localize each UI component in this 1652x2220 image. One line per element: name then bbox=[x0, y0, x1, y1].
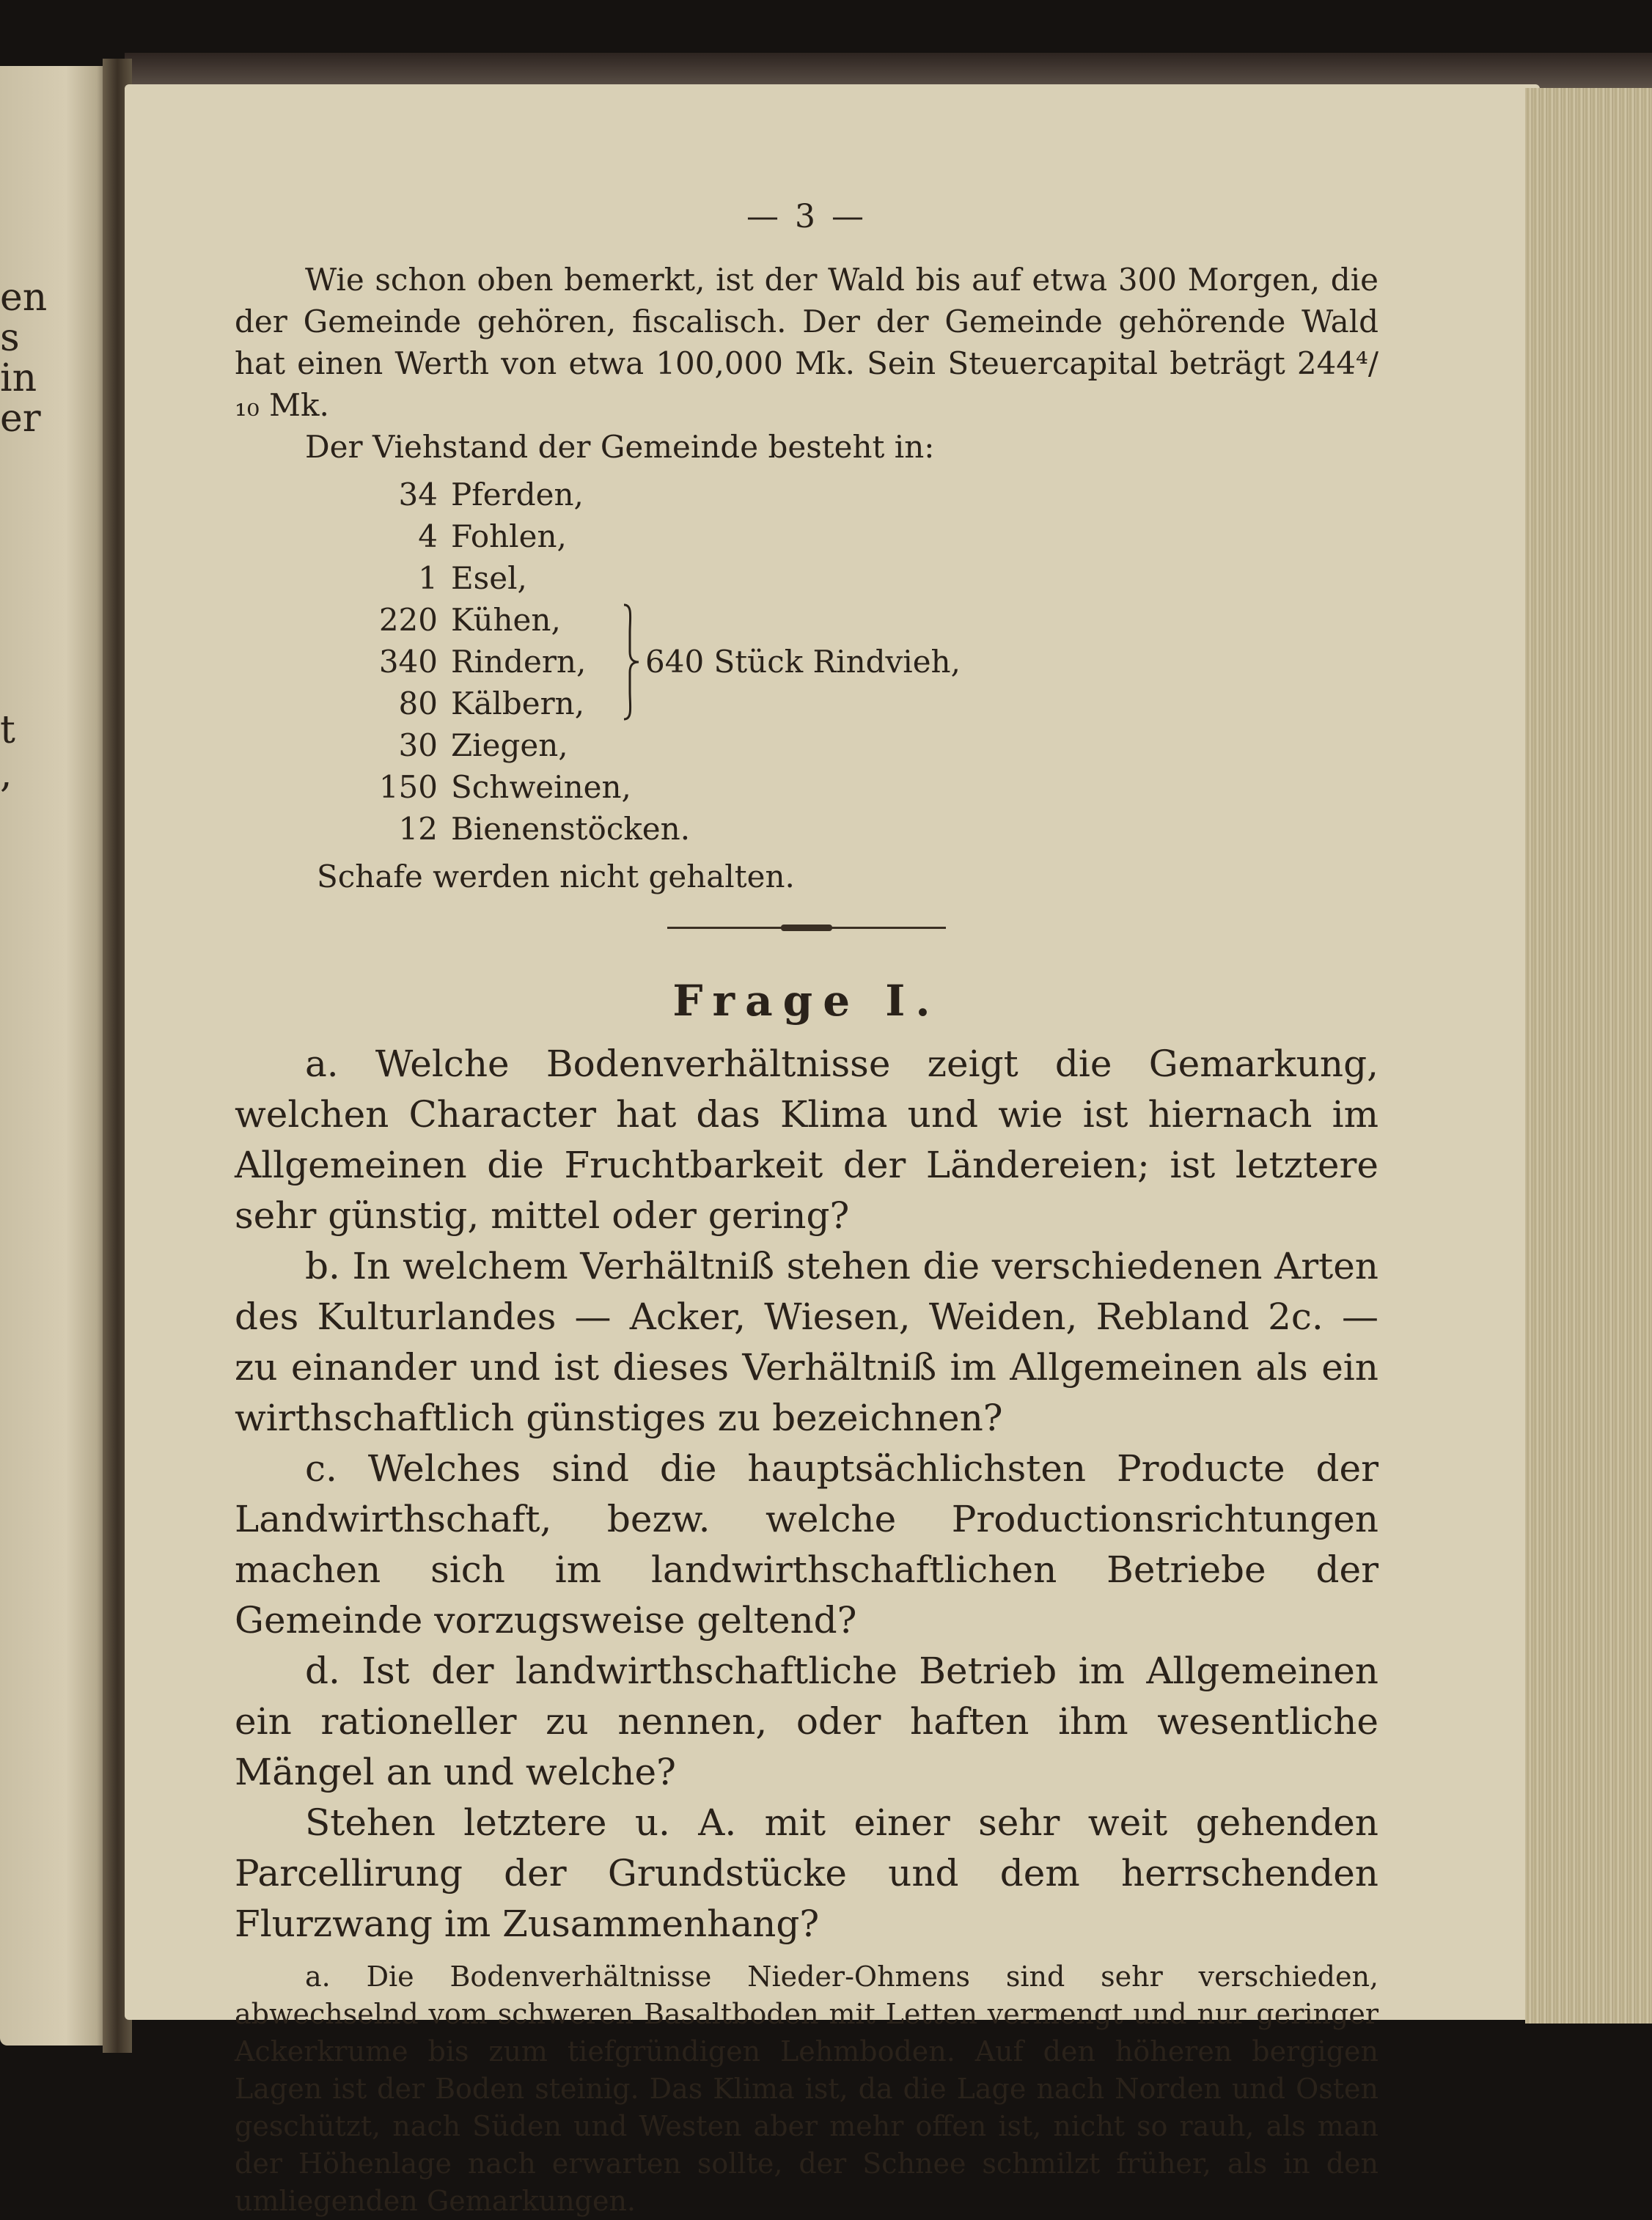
intro-paragraph: Wie schon oben bemerkt, ist der Wald bis auf etwa 300 Morgen, die der Gemeinde gehören, fiscalisch. Der der Gemeinde gehörende Wald hat einen Werth von etwa 100,000 Mk. Sein Steuercapital beträgt 244⁴/₁₀ Mk. bbox=[235, 262, 1378, 423]
livestock-count: 80 bbox=[398, 686, 438, 721]
section-divider bbox=[235, 927, 1378, 929]
list-item bbox=[235, 808, 1378, 850]
left-page-fragment: t bbox=[0, 708, 15, 752]
livestock-count: 1 bbox=[418, 560, 438, 596]
question-c: c. Welches sind die hauptsächlichsten Producte der Landwirthschaft, bezw. welche Productionsrichtungen machen sich im landwirthschaftlichen Betriebe der Gemeinde vorzugsweise geltend? bbox=[235, 1447, 1378, 1642]
left-page-fragment: in bbox=[0, 356, 37, 400]
page-edges bbox=[1525, 88, 1652, 2024]
livestock-intro: Der Viehstand der Gemeinde besteht in: bbox=[305, 429, 935, 465]
answer-a: a. Die Bodenverhältnisse Nieder-Ohmens sind sehr verschieden, abwechselnd vom schweren Basaltboden mit Letten vermengt und nur geringer Ackerkrume bis zum tiefgründigen Lehmboden. Auf den höheren bergigen Lagen ist der Boden steinig. Das Klima ist, da die Lage nach Norden und Osten geschützt, nach Süden und Westen aber mehr offen ist, nicht so rauh, als man der Höhenlage nach erwarten sollte, der Schnee schmilzt früher, als in den umliegenden Gemarkungen. bbox=[235, 1960, 1378, 2217]
divider-line bbox=[667, 927, 946, 929]
livestock-label: Kühen, bbox=[451, 602, 561, 638]
left-page-fragment: , bbox=[0, 752, 12, 796]
livestock-label: Fohlen, bbox=[451, 518, 567, 554]
section-heading: Frage I. bbox=[672, 976, 941, 1026]
livestock-label: Bienenstöcken. bbox=[451, 811, 691, 847]
page-content bbox=[235, 198, 1378, 2220]
livestock-count: 220 bbox=[378, 602, 438, 638]
book-cover-edge bbox=[125, 53, 1652, 88]
livestock-count: 34 bbox=[398, 477, 438, 512]
livestock-label: Ziegen, bbox=[451, 727, 568, 763]
question-a: a. Welche Bodenverhältnisse zeigt die Gemarkung, welchen Character hat das Klima und wie ist hiernach im Allgemeinen die Fruchtbarkeit der Ländereien; ist letztere sehr günstig, mittel oder gering? bbox=[235, 1043, 1378, 1237]
curly-brace-icon bbox=[620, 603, 642, 721]
livestock-label: Rindern, bbox=[451, 644, 587, 680]
livestock-count: 4 bbox=[418, 518, 438, 554]
list-item bbox=[235, 683, 1378, 724]
question-e: Stehen letztere u. A. mit einer sehr weit gehenden Parcellirung der Grundstücke und dem herrschenden Flurzwang im Zusammenhang? bbox=[235, 1801, 1378, 1945]
livestock-count: 340 bbox=[378, 644, 438, 680]
livestock-count: 30 bbox=[398, 727, 438, 763]
left-page-fragment: en bbox=[0, 276, 48, 320]
left-page bbox=[0, 66, 110, 2046]
livestock-label: Kälbern, bbox=[451, 686, 585, 721]
livestock-count: 12 bbox=[398, 811, 438, 847]
question-b: b. In welchem Verhältniß stehen die verschiedenen Arten des Kulturlandes — Acker, Wiesen, Weiden, Rebland 2c. — zu einander und ist dieses Verhältniß im Allgemeinen als ein wirthschaftlich günstiges zu bezeichnen? bbox=[235, 1245, 1378, 1439]
livestock-label: Schweinen, bbox=[451, 769, 631, 805]
cattle-total: 640 Stück Rindvieh, bbox=[645, 644, 961, 680]
livestock-label: Esel, bbox=[451, 560, 527, 596]
left-page-fragment: s bbox=[0, 316, 20, 360]
sheep-note: Schafe werden nicht gehalten. bbox=[317, 859, 795, 894]
left-page-fragment: er bbox=[0, 397, 41, 441]
list-item bbox=[235, 766, 1378, 808]
list-item bbox=[235, 599, 1378, 641]
livestock-list bbox=[235, 474, 1378, 850]
list-item bbox=[235, 557, 1378, 599]
cattle-group bbox=[235, 599, 1378, 724]
page-number: — 3 — bbox=[746, 198, 867, 235]
livestock-count: 150 bbox=[378, 769, 438, 805]
livestock-label: Pferden, bbox=[451, 477, 584, 512]
list-item bbox=[235, 474, 1378, 515]
list-item bbox=[235, 515, 1378, 557]
list-item bbox=[235, 724, 1378, 766]
question-d: d. Ist der landwirthschaftliche Betrieb im Allgemeinen ein rationeller zu nennen, oder haften ihm wesentliche Mängel an und welche? bbox=[235, 1650, 1378, 1793]
